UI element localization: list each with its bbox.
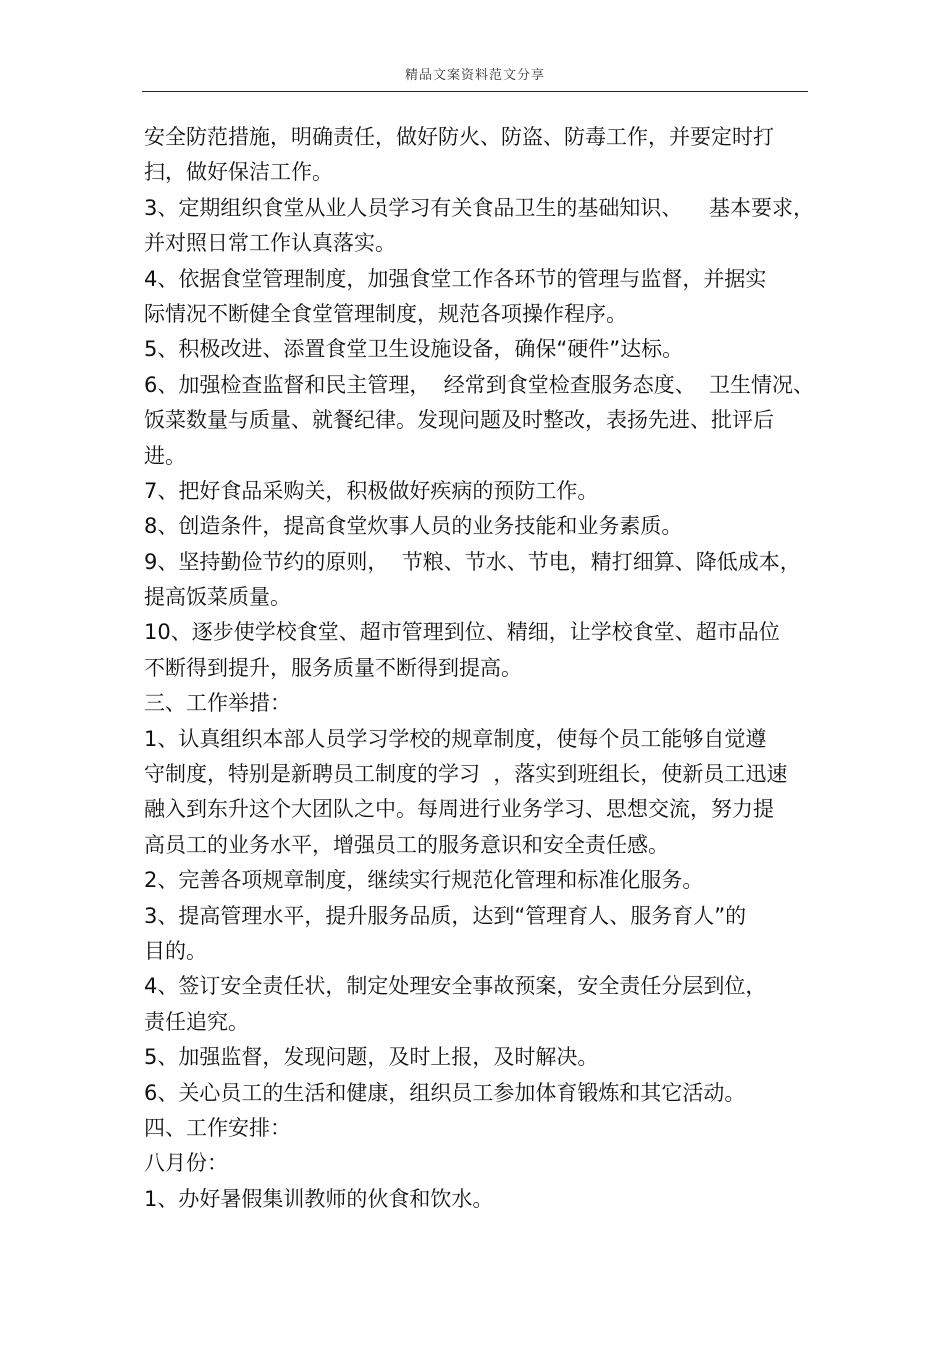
- text-line: 6、关心员工的生活和健康，组织员工参加体育锻炼和其它活动。: [144, 1080, 746, 1105]
- section-heading: 四、工作安排：: [144, 1115, 291, 1140]
- text-line: 际情况不断健全食堂管理制度，规范各项操作程序。: [144, 301, 627, 326]
- text-line: 4、签订安全责任状，制定处理安全事故预案，安全责任分层到位，: [144, 974, 767, 999]
- text-line: 高员工的业务水平，增强员工的服务意识和安全责任感。: [144, 832, 669, 857]
- text-line: 守制度，特别是新聘员工制度的学习 ，落实到班组长，使新员工迅速: [144, 762, 788, 787]
- text-line: 7、把好食品采购关，积极做好疾病的预防工作。: [144, 478, 599, 503]
- text-line: 饭菜数量与质量、就餐纪律。发现问题及时整改，表扬先进、批评后: [144, 408, 774, 433]
- header-divider: [142, 91, 808, 92]
- text-line: 提高饭菜质量。: [144, 585, 291, 610]
- text-line: 2、完善各项规章制度，继续实行规范化管理和标准化服务。: [144, 868, 704, 893]
- text-line: 4、依据食堂管理制度，加强食堂工作各环节的管理与监督，并据实: [144, 266, 767, 291]
- text-line: 不断得到提升，服务质量不断得到提高。: [144, 655, 522, 680]
- text-line: 9、坚持勤俭节约的原则， 节粮、节水、节电，精打细算、降低成本，: [144, 549, 801, 574]
- text-line: 责任追究。: [144, 1009, 249, 1034]
- text-line: 6、加强检查监督和民主管理， 经常到食堂检查服务态度、 卫生情况、: [144, 372, 815, 397]
- text-line: 1、办好暑假集训教师的伙食和饮水。: [144, 1186, 494, 1211]
- text-line: 1、认真组织本部人员学习学校的规章制度，使每个员工能够自觉遵: [144, 726, 767, 751]
- text-line: 5、加强监督，发现问题，及时上报，及时解决。: [144, 1045, 599, 1070]
- text-line: 融入到东升这个大团队之中。每周进行业务学习、思想交流，努力提: [144, 797, 774, 822]
- text-line: 并对照日常工作认真落实。: [144, 231, 396, 256]
- text-line: 目的。: [144, 938, 207, 963]
- text-line: 10、逐步使学校食堂、超市管理到位、精细，让学校食堂、超市品位: [144, 620, 780, 645]
- text-line: 安全防范措施，明确责任，做好防火、防盗、防毒工作，并要定时打: [144, 125, 774, 149]
- text-line: 8、创造条件，提高食堂炊事人员的业务技能和业务素质。: [144, 514, 683, 539]
- text-line: 3、定期组织食堂从业人员学习有关食品卫生的基础知识、 基本要求，: [144, 195, 815, 220]
- subsection-heading: 八月份：: [144, 1151, 228, 1176]
- text-line: 5、积极改进、添置食堂卫生设施设备，确保“硬件”达标。: [144, 337, 684, 362]
- text-line: 3、提高管理水平，提升服务品质，达到“管理育人、服务育人”的: [144, 903, 747, 928]
- text-line: 扫，做好保洁工作。: [144, 160, 333, 185]
- text-line: 进。: [144, 443, 186, 468]
- page-header-title: 精品文案资料范文分享: [404, 68, 545, 83]
- section-heading: 三、工作举措：: [144, 691, 291, 716]
- document-body: [144, 120, 816, 1217]
